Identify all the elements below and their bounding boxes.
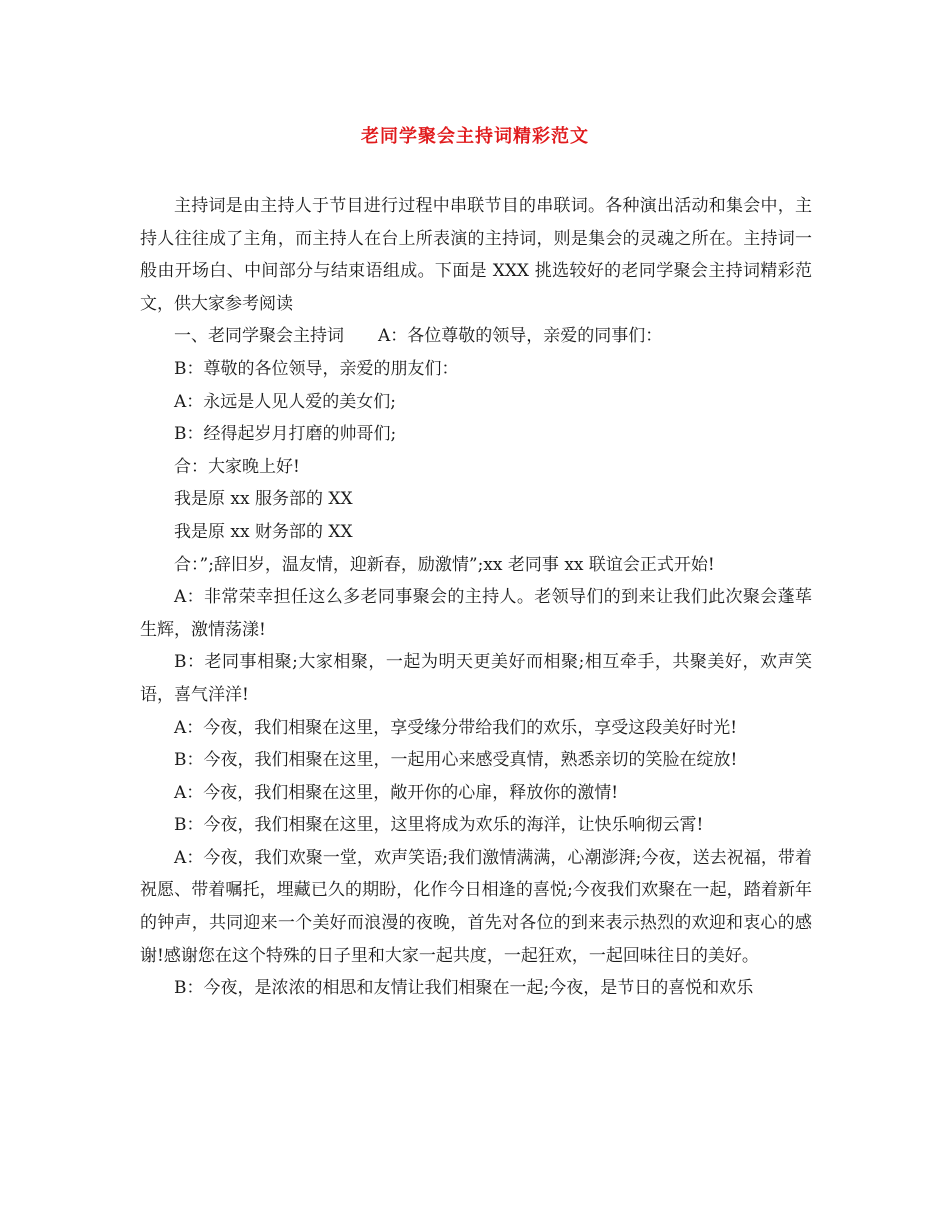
paragraph: B：老同事相聚;大家相聚，一起为明天更美好而相聚;相互牵手，共聚美好，欢声笑语，喜气洋洋! xyxy=(140,652,812,705)
document-body xyxy=(140,190,812,1005)
document-title: 老同学聚会主持词精彩范文 xyxy=(361,126,589,147)
paragraph: 合：大家晚上好! xyxy=(174,456,300,477)
paragraph: A：非常荣幸担任这么多老同事聚会的主持人。老领导们的到来让我们此次聚会蓬荜生辉，激情荡漾! xyxy=(140,587,812,640)
paragraph: A：今夜，我们欢聚一堂，欢声笑语;我们激情满满，心潮澎湃;今夜，送去祝福，带着祝愿、带着嘱托，埋藏已久的期盼，化作今日相逢的喜悦;今夜我们欢聚在一起，踏着新年的钟声，共同迎来一个美好而浪漫的夜晚，首先对各位的到来表示热烈的欢迎和衷心的感谢!感谢您在这个特殊的日子里和大家一起共度，一起狂欢，一起回味往日的美好。 xyxy=(140,847,812,966)
paragraph: B：尊敬的各位领导，亲爱的朋友们： xyxy=(174,358,459,379)
paragraph: 我是原 xx 财务部的 XX xyxy=(174,521,353,542)
paragraph: A：永远是人见人爱的美女们; xyxy=(174,391,397,412)
paragraph: 主持词是由主持人于节目进行过程中串联节目的串联词。各种演出活动和集会中，主持人往往成了主角，而主持人在台上所表演的主持词，则是集会的灵魂之所在。主持词一般由开场白、中间部分与结束语组成。下面是 XXX 挑选较好的老同学聚会主持词精彩范文，供大家参考阅读 xyxy=(140,196,812,314)
paragraph: B：经得起岁月打磨的帅哥们; xyxy=(174,424,397,445)
paragraph: 合：”;辞旧岁，温友情，迎新春，励激情”;xx 老同事 xx 联谊会正式开始! xyxy=(174,554,715,575)
paragraph: A：今夜，我们相聚在这里，敞开你的心扉，释放你的激情! xyxy=(174,782,619,803)
paragraph: 我是原 xx 服务部的 XX xyxy=(174,489,353,510)
paragraph: 一、老同学聚会主持词 A：各位尊敬的领导，亲爱的同事们： xyxy=(174,326,663,347)
paragraph: B：今夜，我们相聚在这里，这里将成为欢乐的海洋，让快乐响彻云霄! xyxy=(174,815,704,836)
paragraph: B：今夜，我们相聚在这里，一起用心来感受真情，熟悉亲切的笑脸在绽放! xyxy=(174,750,738,771)
paragraph: A：今夜，我们相聚在这里，享受缘分带给我们的欢乐，享受这段美好时光! xyxy=(174,717,738,738)
paragraph: B：今夜，是浓浓的相思和友情让我们相聚在一起;今夜，是节日的喜悦和欢乐 xyxy=(174,978,754,999)
